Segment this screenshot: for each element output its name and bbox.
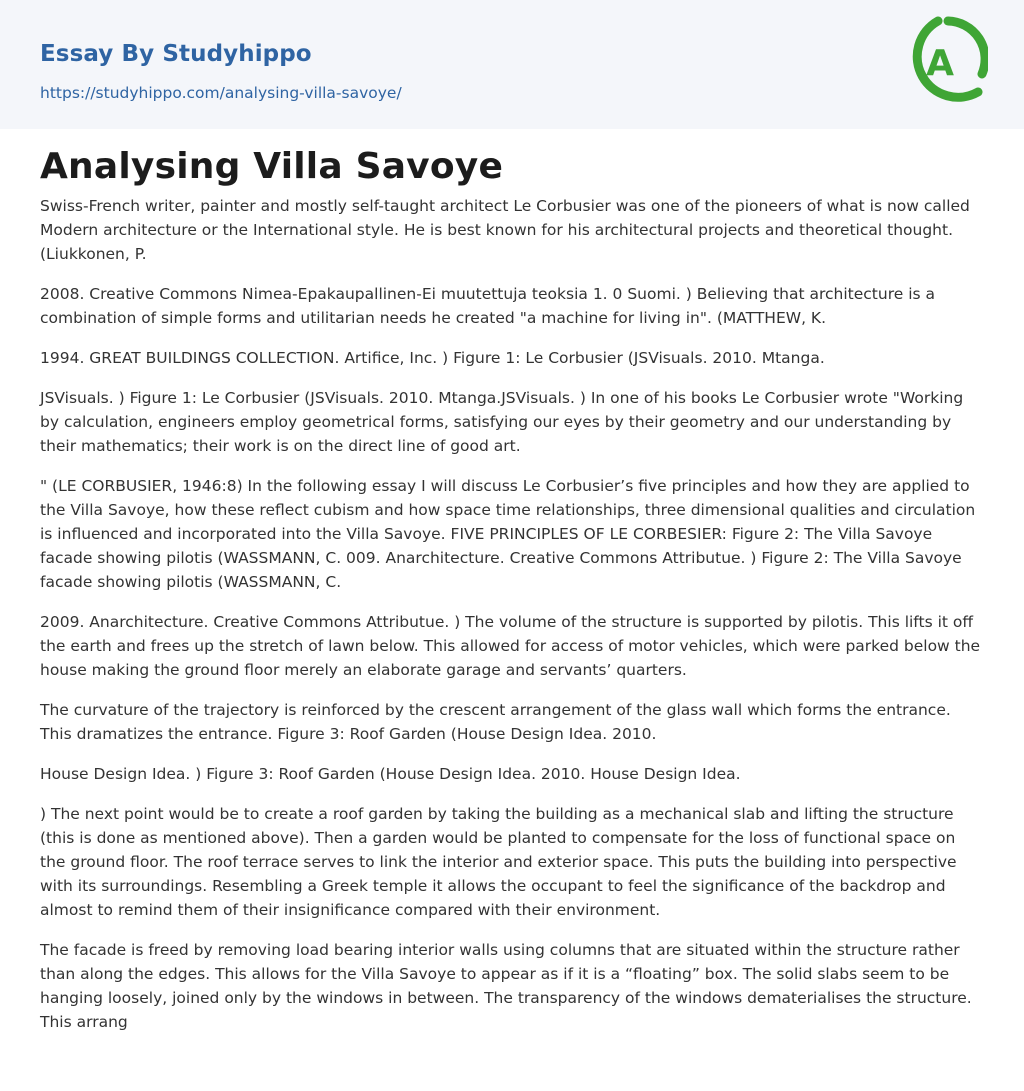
article-body [40, 194, 984, 1050]
studyhippo-logo-icon[interactable] [904, 16, 988, 108]
paragraph: Swiss-French writer, painter and mostly self-taught architect Le Corbusier was one of the pioneers of what is now called Modern architecture or the International style. He is best known for his architectural projects and theoretical thought. (Liukkonen, P. [40, 197, 970, 263]
paragraph: 1994. GREAT BUILDINGS COLLECTION. Artifice, Inc. ) Figure 1: Le Corbusier (JSVisuals. 2010. Mtanga. [40, 349, 825, 367]
site-brand[interactable]: Essay By Studyhippo [40, 41, 312, 67]
paragraph: House Design Idea. ) Figure 3: Roof Garden (House Design Idea. 2010. House Design Idea. [40, 765, 741, 783]
paragraph: " (LE CORBUSIER, 1946:8) In the following essay I will discuss Le Corbusier’s five principles and how they are applied to the Villa Savoye, how these reflect cubism and how space time relationships, three dimensional qualities and circulation is influenced and incorporated into the Villa Savoye. FIVE PRINCIPLES OF LE CORBESIER: Figure 2: The Villa Savoye facade showing pilotis (WASSMANN, C. 009. Anarchitecture. Creative Commons Attributue. ) Figure 2: The Villa Savoye facade showing pilotis (WASSMANN, C. [40, 477, 976, 591]
logo-letter: A [926, 43, 954, 84]
paragraph: 2009. Anarchitecture. Creative Commons Attributue. ) The volume of the structure is supported by pilotis. This lifts it off the earth and frees up the stretch of lawn below. This allowed for access of motor vehicles, which were parked below the house making the ground floor merely an elaborate garage and servants’ quarters. [40, 613, 981, 679]
page-url-link[interactable]: https://studyhippo.com/analysing-villa-savoye/ [40, 84, 402, 102]
site-header [0, 0, 1024, 129]
paragraph: The facade is freed by removing load bearing interior walls using columns that are situated within the structure rather than along the edges. This allows for the Villa Savoye to appear as if it is a “floating” box. The solid slabs seem to be hanging loosely, joined only by the windows in between. The transparency of the windows dematerialises the structure. This arrang [40, 941, 972, 1031]
paragraph: JSVisuals. ) Figure 1: Le Corbusier (JSVisuals. 2010. Mtanga.JSVisuals. ) In one of his books Le Corbusier wrote "Working by calculation, engineers employ geometrical forms, satisfying our eyes by their geometry and our understanding by their mathematics; their work is on the direct line of good art. [40, 389, 964, 455]
paragraph: 2008. Creative Commons Nimea-Epakaupallinen-Ei muutettuja teoksia 1. 0 Suomi. ) Believing that architecture is a combination of simple forms and utilitarian needs he created "a machine for living in". (MATTHEW, K. [40, 285, 936, 327]
article-title: Analysing Villa Savoye [40, 146, 504, 187]
paragraph: ) The next point would be to create a roof garden by taking the building as a mechanical slab and lifting the structure (this is done as mentioned above). Then a garden would be planted to compensate for the loss of functional space on the ground floor. The roof terrace serves to link the interior and exterior space. This puts the building into perspective with its surroundings. Resembling a Greek temple it allows the occupant to feel the significance of the backdrop and almost to remind them of their insignificance compared with their environment. [40, 805, 957, 919]
paragraph: The curvature of the trajectory is reinforced by the crescent arrangement of the glass wall which forms the entrance. This dramatizes the entrance. Figure 3: Roof Garden (House Design Idea. 2010. [40, 701, 951, 743]
